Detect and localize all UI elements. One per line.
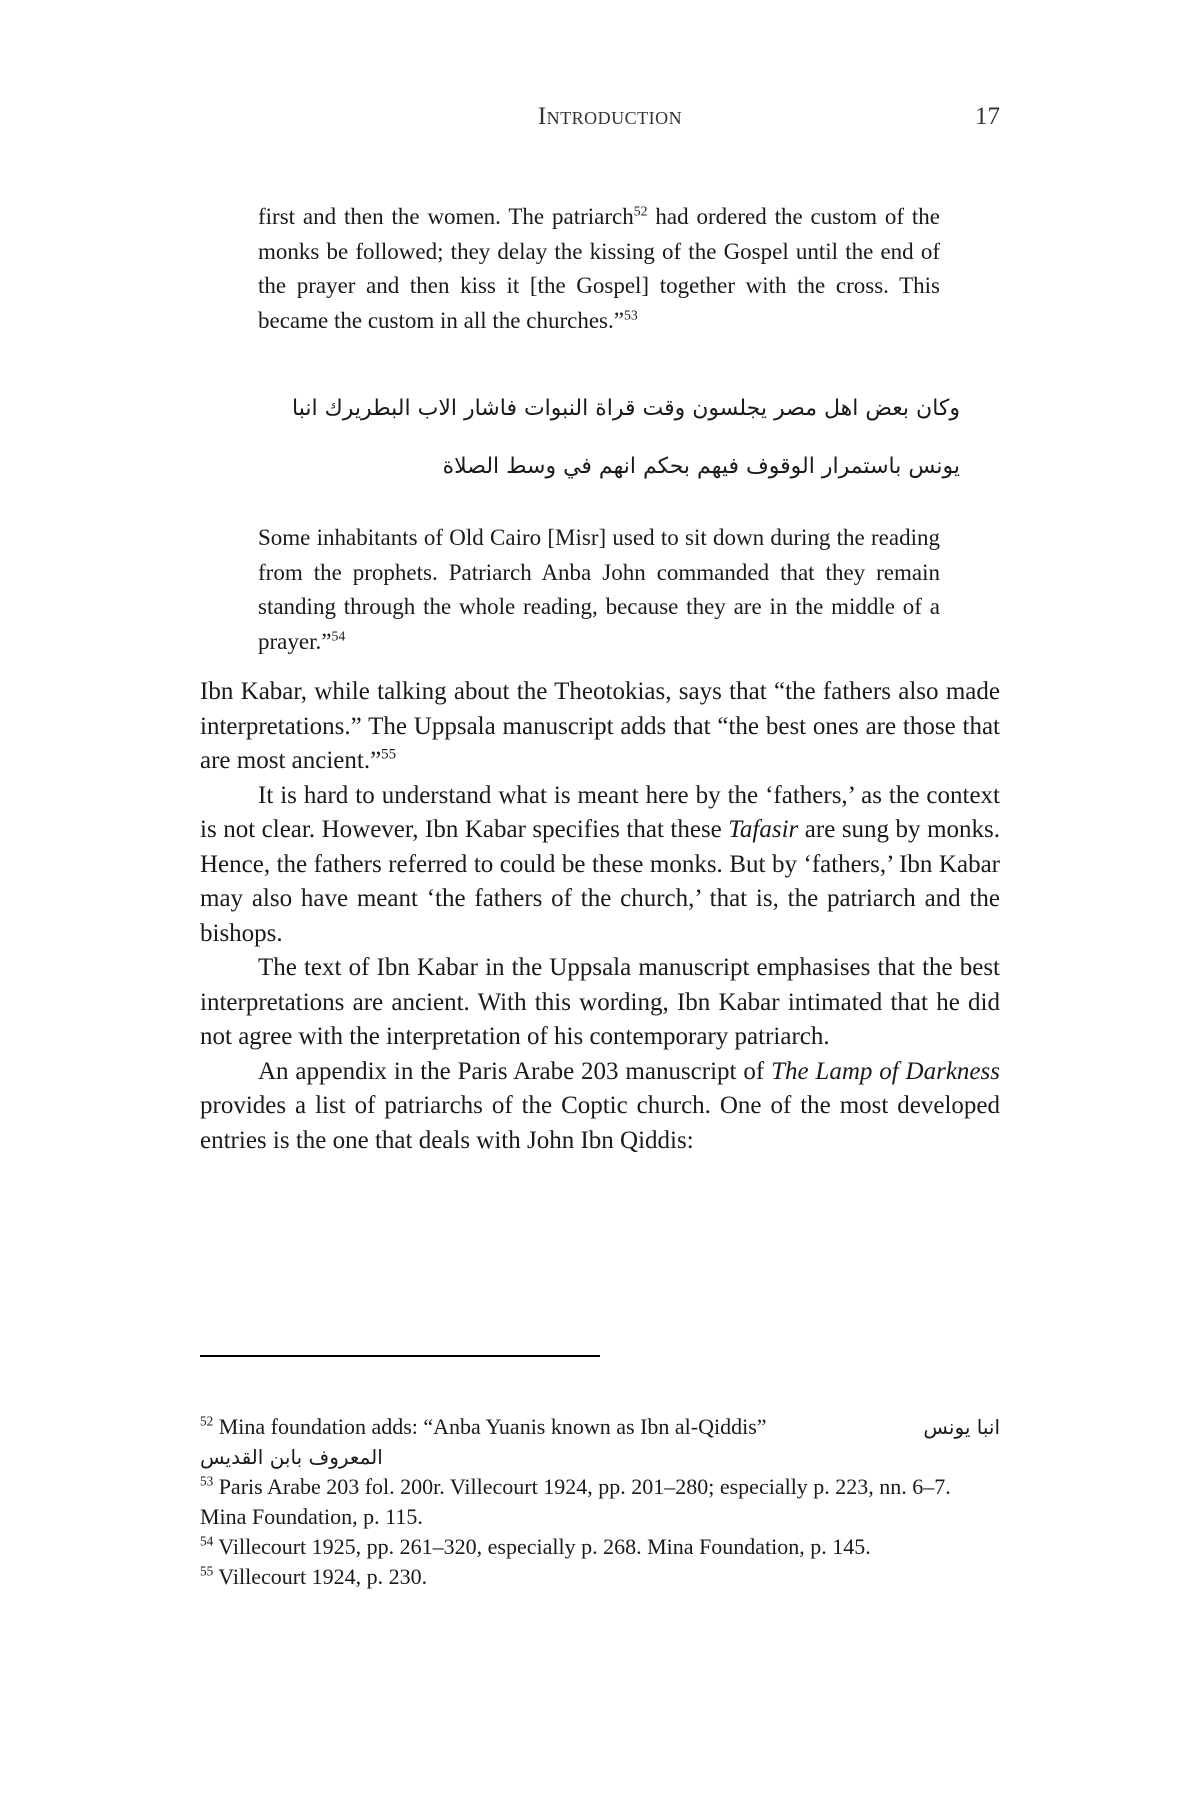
quote-1-paragraph bbox=[258, 200, 940, 338]
body-paragraph-2 bbox=[200, 779, 1000, 952]
footnotes bbox=[200, 1412, 1000, 1592]
footnote-52-text: Mina foundation adds: “Anba Yuanis known as Ibn al-Qiddis” bbox=[218, 1414, 767, 1439]
footnote-52-arabic-b: المعروف بابن القديس bbox=[200, 1445, 383, 1469]
arabic-line-2: يونس باستمرار الوقوف فيهم بحكم انهم في وسط الصلاة bbox=[442, 454, 960, 479]
body-paragraph-2-text-b: are sung by monks. Hence, the fathers referred to could be these monks. But by ‘fathers,’ Ibn Kabar may also have meant ‘the fathers of the church,’ that is, the patriarch and the bishops. bbox=[200, 816, 1000, 947]
footnote-rule bbox=[200, 1355, 600, 1357]
footnote-53-text: Paris Arabe 203 fol. 200r. Villecourt 1924, pp. 201–280; especially p. 223, nn. 6–7. Mina Foundation, p. 115. bbox=[200, 1474, 951, 1529]
footnote-number-55: 55 bbox=[200, 1563, 214, 1579]
footnote-55-text: Villecourt 1924, p. 230. bbox=[218, 1564, 428, 1589]
footnote-number-54: 54 bbox=[200, 1533, 214, 1549]
footnote-53 bbox=[200, 1472, 1000, 1532]
body-paragraph-3: The text of Ibn Kabar in the Uppsala manuscript emphasises that the best interpretations are ancient. With this wording, Ibn Kabar intimated that he did not agree with the interpretation of his contemporary patriarch. bbox=[200, 954, 1000, 1050]
footnote-ref-52[interactable]: 52 bbox=[633, 203, 648, 219]
footnote-52-arabic-a: انبا يونس bbox=[923, 1415, 1000, 1439]
body-paragraph-1 bbox=[200, 675, 1000, 779]
body-paragraph-4-text-b: provides a list of patriarchs of the Coptic church. One of the most developed entries is the one that deals with John Ibn Qiddis: bbox=[200, 1092, 1000, 1154]
tafasir-term: Tafasir bbox=[728, 816, 799, 843]
footnote-ref-55[interactable]: 55 bbox=[381, 746, 397, 763]
body-paragraph-4-text-a: An appendix in the Paris Arabe 203 manuscript of bbox=[258, 1057, 772, 1085]
quote-2-text: Some inhabitants of Old Cairo [Misr] used to sit down during the reading from the prophets. Patriarch Anba John commanded that they remain standing through the whole reading, because they are in the middle of a prayer.” bbox=[258, 525, 940, 654]
body-paragraph-4 bbox=[200, 1055, 1000, 1159]
block-quote-2 bbox=[258, 521, 940, 659]
quote-1-text-b: had ordered the custom of the monks be followed; they delay the kissing of the Gospel until the end of the prayer and then kiss it [the Gospel] together with the cross. This became the custom in all the churches.” bbox=[258, 204, 940, 333]
footnote-number-53: 53 bbox=[200, 1473, 214, 1489]
footnote-55 bbox=[200, 1562, 1000, 1592]
book-title-lamp-of-darkness: The Lamp of Darkness bbox=[771, 1057, 1000, 1085]
footnote-54 bbox=[200, 1532, 1000, 1562]
running-head bbox=[200, 103, 1000, 135]
footnote-52 bbox=[200, 1412, 1000, 1472]
footnote-ref-54[interactable]: 54 bbox=[331, 627, 346, 643]
footnote-ref-53[interactable]: 53 bbox=[623, 306, 638, 322]
footnote-number-52: 52 bbox=[200, 1413, 214, 1429]
body-paragraph-2-text-a: It is hard to understand what is meant here by the ‘fathers,’ as the context is not clear. However, Ibn Kabar specifies that these bbox=[200, 781, 1000, 843]
page-number: 17 bbox=[975, 103, 1000, 130]
quote-1-text-a: first and then the women. The patriarch bbox=[258, 204, 634, 229]
body-paragraph-1-text: Ibn Kabar, while talking about the Theotokias, says that “the fathers also made interpretations.” The Uppsala manuscript adds that “the best ones are those that are most ancient.” bbox=[200, 678, 1000, 774]
body-text bbox=[200, 675, 1000, 1158]
running-title: Introduction bbox=[537, 103, 683, 130]
quote-2-paragraph bbox=[258, 521, 940, 659]
footnote-54-text: Villecourt 1925, pp. 261–320, especially p. 268. Mina Foundation, p. 145. bbox=[218, 1534, 871, 1559]
block-quote-1 bbox=[258, 200, 940, 338]
arabic-line-1: وكان بعض اهل مصر يجلسون وقت قراة النبوات فاشار الاب البطريرك انبا bbox=[292, 396, 960, 421]
